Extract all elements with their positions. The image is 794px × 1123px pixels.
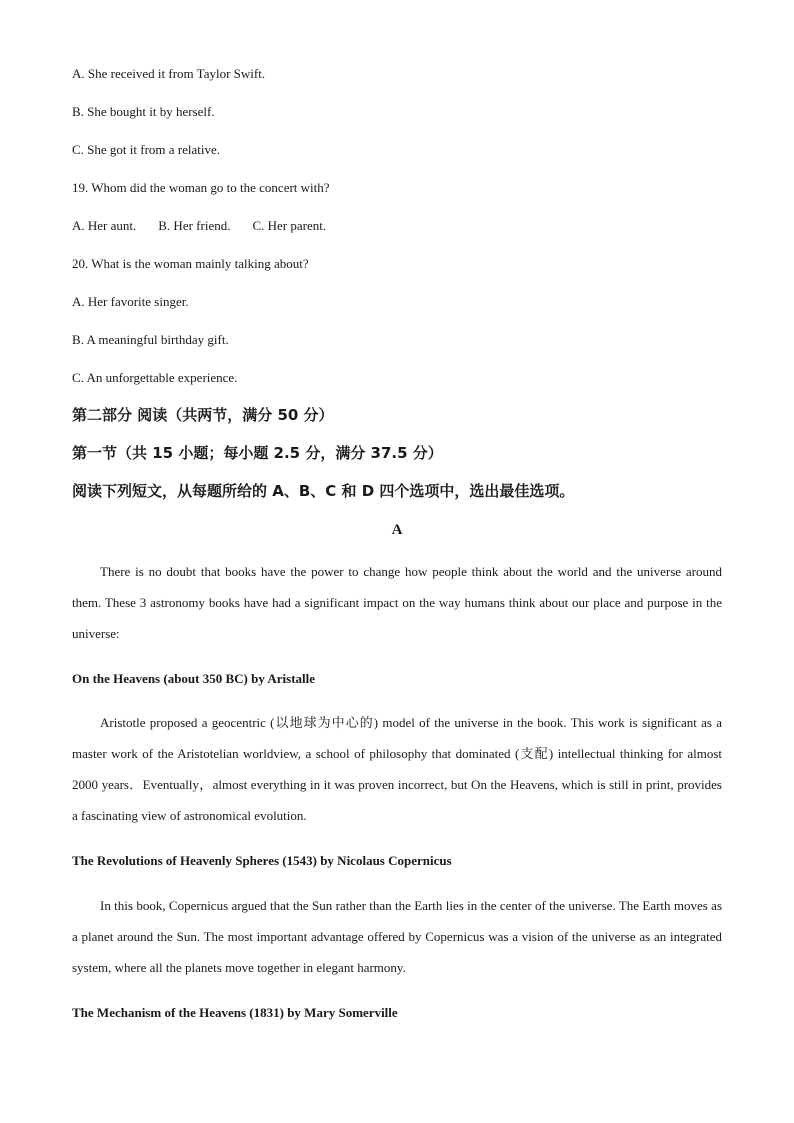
q18-option-c: C. She got it from a relative. <box>72 142 221 157</box>
q19-options <box>72 218 326 234</box>
reading-instruction: 阅读下列短文，从每题所给的 A、B、C 和 D 四个选项中，选出最佳选项。 <box>72 482 575 500</box>
book3-title: The Mechanism of the Heavens (1831) by Mary Somerville <box>72 1005 398 1020</box>
book1-title: On the Heavens (about 350 BC) by Aristalle <box>72 671 316 686</box>
q19-option-c: C. Her parent. <box>252 218 327 233</box>
section1-heading: 第一节（共 15 小题；每小题 2.5 分，满分 37.5 分） <box>72 444 443 462</box>
q19-option-b: B. Her friend. <box>158 218 231 233</box>
q20-question: 20. What is the woman mainly talking about? <box>72 256 309 271</box>
q20-option-b: B. A meaningful birthday gift. <box>72 332 229 347</box>
book2-text: In this book, Copernicus argued that the Sun rather than the Earth lies in the center of the universe. The Earth moves as a planet around the Sun. The most important advantage offered by Copernicus was a vision of the universe as an integrated system, where all the planets move together in elegant harmony. <box>72 898 722 975</box>
q20-option-c: C. An unforgettable experience. <box>72 370 238 385</box>
part2-heading: 第二部分 阅读（共两节，满分 50 分） <box>72 406 334 424</box>
q18-option-a: A. She received it from Taylor Swift. <box>72 66 266 81</box>
book2-title: The Revolutions of Heavenly Spheres (1543) by Nicolaus Copernicus <box>72 853 452 868</box>
passage-letter: A <box>391 522 403 538</box>
book1-text: Aristotle proposed a geocentric (以地球为中心的) model of the universe in the book. This work is significant as a master work of the Aristotelian worldview, a school of philosophy that dominated (支配) intellectual thinking for almost 2000 years．Eventually，almost everything in it was proven incorrect, but On the Heavens, which is still in print, provides a fascinating view of astronomical evolution. <box>72 715 722 823</box>
q19-option-a: A. Her aunt. <box>72 218 137 233</box>
q19-question: 19. Whom did the woman go to the concert with? <box>72 180 330 195</box>
passage-intro: There is no doubt that books have the power to change how people think about the world and the universe around them. These 3 astronomy books have had a significant impact on the way humans think about our place and purpose in the universe: <box>72 564 722 641</box>
q18-option-b: B. She bought it by herself. <box>72 104 215 119</box>
q20-option-a: A. Her favorite singer. <box>72 294 189 309</box>
